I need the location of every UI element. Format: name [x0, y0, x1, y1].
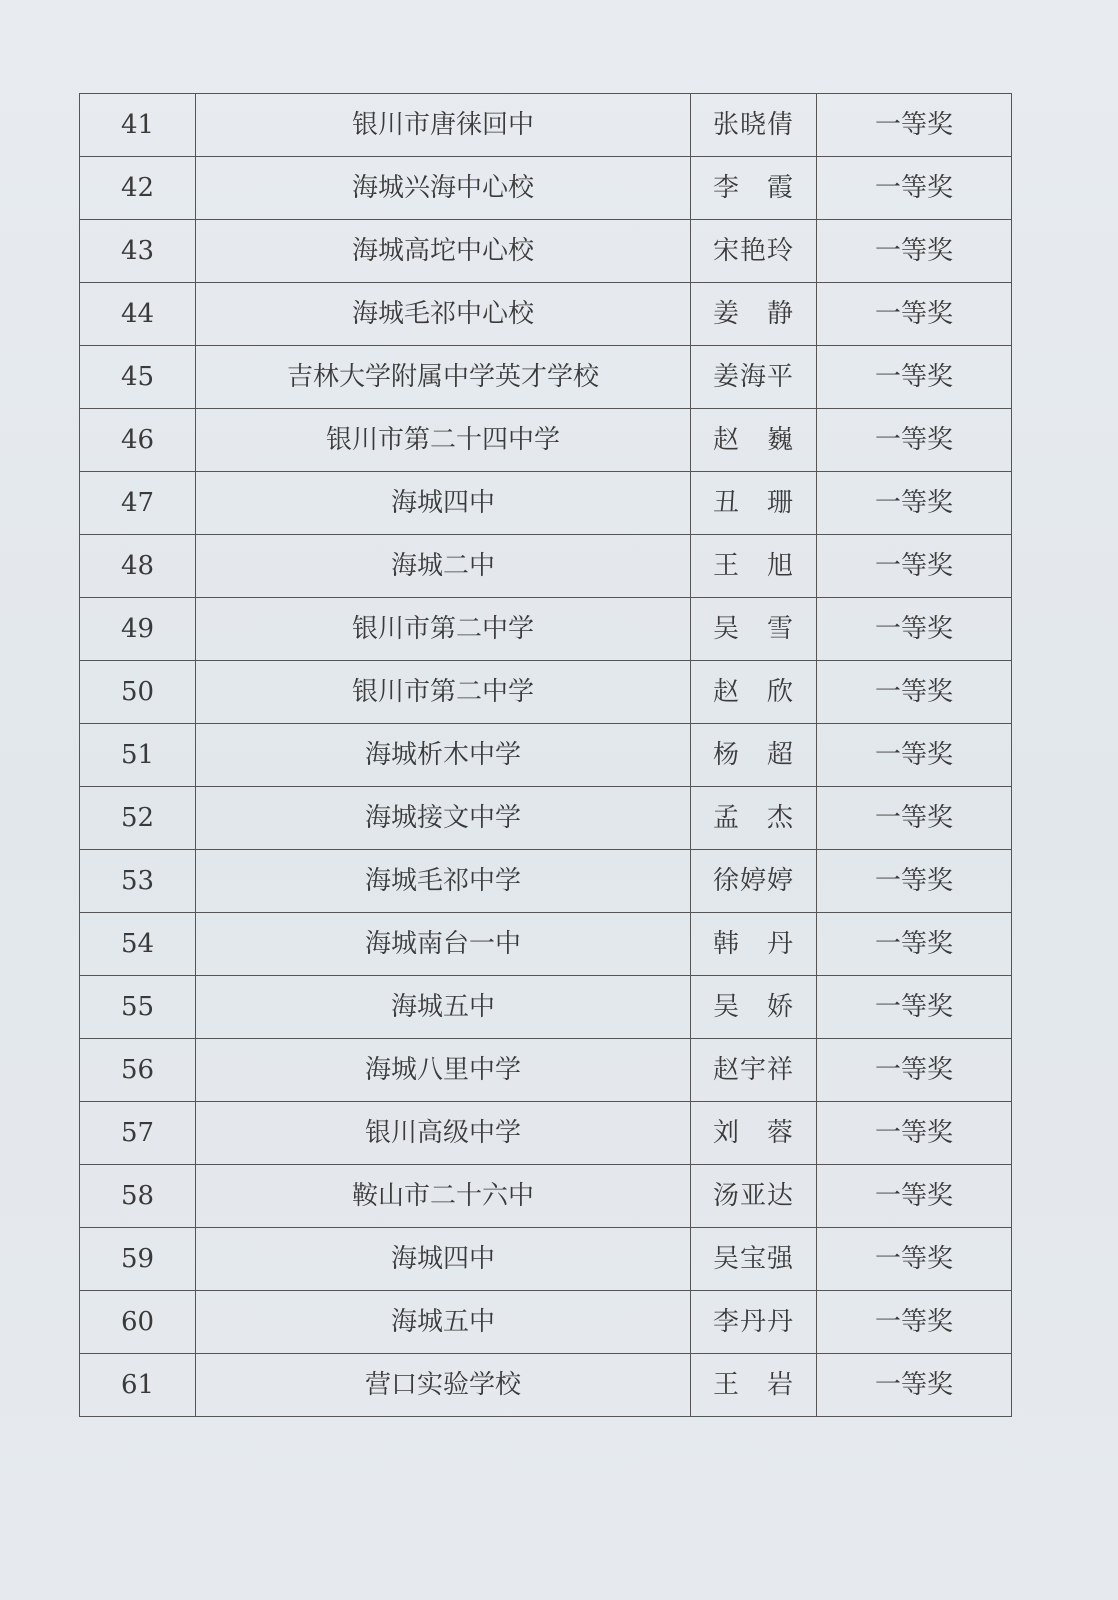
award-cell: 一等奖: [817, 1354, 1012, 1417]
school-cell: 海城南台一中: [196, 913, 691, 976]
name-cell: 吴 娇: [691, 976, 817, 1039]
award-cell: 一等奖: [817, 1102, 1012, 1165]
award-cell: 一等奖: [817, 1228, 1012, 1291]
award-cell: 一等奖: [817, 661, 1012, 724]
school-cell: 海城四中: [196, 1228, 691, 1291]
row-number: 45: [80, 346, 196, 409]
table-row: [80, 1354, 1012, 1417]
award-cell: 一等奖: [817, 283, 1012, 346]
table-row: [80, 598, 1012, 661]
table-row: [80, 724, 1012, 787]
row-number: 46: [80, 409, 196, 472]
award-cell: 一等奖: [817, 1291, 1012, 1354]
school-cell: 海城二中: [196, 535, 691, 598]
name-cell: 李 霞: [691, 157, 817, 220]
name-cell: 王 旭: [691, 535, 817, 598]
table-row: [80, 913, 1012, 976]
school-cell: 营口实验学校: [196, 1354, 691, 1417]
name-cell: 杨 超: [691, 724, 817, 787]
school-cell: 海城兴海中心校: [196, 157, 691, 220]
award-cell: 一等奖: [817, 787, 1012, 850]
row-number: 57: [80, 1102, 196, 1165]
row-number: 59: [80, 1228, 196, 1291]
row-number: 43: [80, 220, 196, 283]
school-cell: 海城五中: [196, 1291, 691, 1354]
award-cell: 一等奖: [817, 913, 1012, 976]
award-cell: 一等奖: [817, 1039, 1012, 1102]
name-cell: 韩 丹: [691, 913, 817, 976]
name-cell: 张晓倩: [691, 94, 817, 157]
school-cell: 海城五中: [196, 976, 691, 1039]
name-cell: 孟 杰: [691, 787, 817, 850]
school-cell: 海城八里中学: [196, 1039, 691, 1102]
award-cell: 一等奖: [817, 976, 1012, 1039]
school-cell: 银川市唐徕回中: [196, 94, 691, 157]
name-cell: 吴宝强: [691, 1228, 817, 1291]
award-cell: 一等奖: [817, 157, 1012, 220]
name-cell: 徐婷婷: [691, 850, 817, 913]
school-cell: 海城接文中学: [196, 787, 691, 850]
name-cell: 李丹丹: [691, 1291, 817, 1354]
row-number: 41: [80, 94, 196, 157]
award-cell: 一等奖: [817, 598, 1012, 661]
award-cell: 一等奖: [817, 1165, 1012, 1228]
row-number: 44: [80, 283, 196, 346]
table-row: [80, 220, 1012, 283]
name-cell: 姜 静: [691, 283, 817, 346]
table-row: [80, 850, 1012, 913]
row-number: 54: [80, 913, 196, 976]
row-number: 51: [80, 724, 196, 787]
name-cell: 赵 巍: [691, 409, 817, 472]
award-cell: 一等奖: [817, 724, 1012, 787]
table-row: [80, 976, 1012, 1039]
school-cell: 鞍山市二十六中: [196, 1165, 691, 1228]
school-cell: 海城毛祁中心校: [196, 283, 691, 346]
row-number: 58: [80, 1165, 196, 1228]
name-cell: 姜海平: [691, 346, 817, 409]
name-cell: 赵 欣: [691, 661, 817, 724]
name-cell: 王 岩: [691, 1354, 817, 1417]
award-cell: 一等奖: [817, 535, 1012, 598]
award-cell: 一等奖: [817, 220, 1012, 283]
name-cell: 丑 珊: [691, 472, 817, 535]
school-cell: 银川市第二中学: [196, 598, 691, 661]
school-cell: 海城毛祁中学: [196, 850, 691, 913]
row-number: 53: [80, 850, 196, 913]
table-row: [80, 1039, 1012, 1102]
table-row: [80, 346, 1012, 409]
award-cell: 一等奖: [817, 472, 1012, 535]
name-cell: 赵宇祥: [691, 1039, 817, 1102]
school-cell: 海城析木中学: [196, 724, 691, 787]
award-cell: 一等奖: [817, 94, 1012, 157]
table-row: [80, 472, 1012, 535]
name-cell: 宋艳玲: [691, 220, 817, 283]
row-number: 56: [80, 1039, 196, 1102]
row-number: 47: [80, 472, 196, 535]
award-cell: 一等奖: [817, 850, 1012, 913]
award-cell: 一等奖: [817, 346, 1012, 409]
table-row: [80, 94, 1012, 157]
row-number: 42: [80, 157, 196, 220]
school-cell: 银川高级中学: [196, 1102, 691, 1165]
table-row: [80, 409, 1012, 472]
row-number: 55: [80, 976, 196, 1039]
name-cell: 汤亚达: [691, 1165, 817, 1228]
table-row: [80, 283, 1012, 346]
row-number: 48: [80, 535, 196, 598]
school-cell: 吉林大学附属中学英才学校: [196, 346, 691, 409]
school-cell: 银川市第二十四中学: [196, 409, 691, 472]
table-row: [80, 157, 1012, 220]
table-row: [80, 1165, 1012, 1228]
name-cell: 刘 蓉: [691, 1102, 817, 1165]
table-row: [80, 1102, 1012, 1165]
table-row: [80, 1291, 1012, 1354]
table-row: [80, 661, 1012, 724]
table-row: [80, 1228, 1012, 1291]
award-table: [79, 93, 1012, 1417]
table-row: [80, 535, 1012, 598]
row-number: 60: [80, 1291, 196, 1354]
row-number: 49: [80, 598, 196, 661]
row-number: 50: [80, 661, 196, 724]
row-number: 61: [80, 1354, 196, 1417]
award-table-body: [80, 94, 1012, 1417]
school-cell: 银川市第二中学: [196, 661, 691, 724]
row-number: 52: [80, 787, 196, 850]
award-cell: 一等奖: [817, 409, 1012, 472]
table-row: [80, 787, 1012, 850]
school-cell: 海城四中: [196, 472, 691, 535]
school-cell: 海城高坨中心校: [196, 220, 691, 283]
name-cell: 吴 雪: [691, 598, 817, 661]
